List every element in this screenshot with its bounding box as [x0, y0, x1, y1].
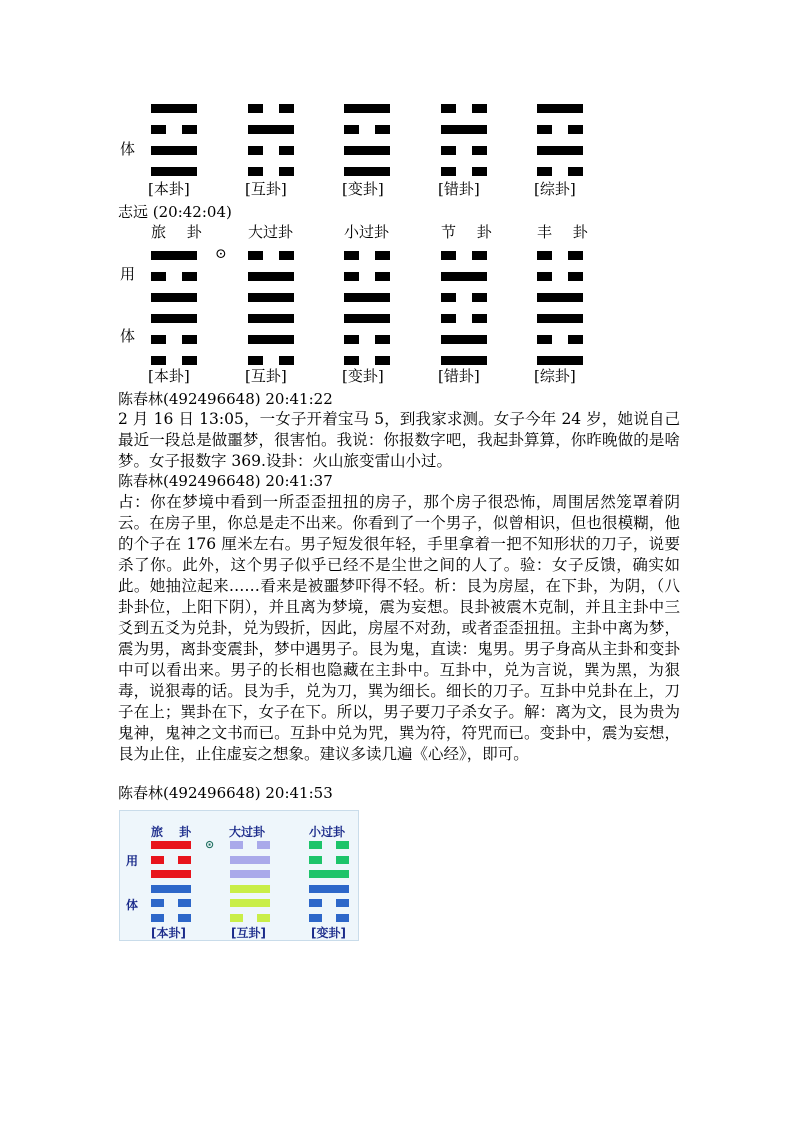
line-segment — [248, 293, 294, 302]
line-segment — [151, 841, 191, 849]
line-segment — [279, 167, 294, 176]
yin-line — [441, 167, 487, 176]
line-segment — [151, 146, 197, 155]
yin-line — [309, 899, 349, 907]
hexagram-name: 丰 卦 — [537, 223, 596, 241]
yin-line — [537, 251, 583, 260]
message-body — [118, 409, 680, 472]
yang-line — [151, 167, 197, 176]
line-segment — [151, 856, 164, 864]
line-segment — [568, 251, 583, 260]
line-segment — [309, 899, 322, 907]
line-segment — [248, 125, 294, 134]
row-label-ti: 体 — [120, 327, 136, 345]
line-segment — [151, 870, 191, 878]
line-segment — [375, 356, 390, 365]
hexagram-tag: [变卦] — [342, 367, 384, 385]
yin-line — [248, 167, 294, 176]
line-segment — [336, 856, 349, 864]
line-segment — [151, 167, 197, 176]
yin-line — [344, 125, 390, 134]
line-segment — [344, 146, 390, 155]
line-segment — [151, 251, 197, 260]
yin-line — [441, 104, 487, 113]
line-segment — [151, 104, 197, 113]
line-segment — [336, 841, 349, 849]
hexagram-tag: [本卦] — [151, 926, 186, 940]
line-segment — [441, 335, 487, 344]
yin-line — [441, 314, 487, 323]
hexagram-name: 小过卦 — [344, 223, 390, 241]
line-segment — [537, 104, 583, 113]
hexagram-tag: [本卦] — [148, 180, 190, 198]
hexagram-tag: [错卦] — [438, 367, 480, 385]
line-segment — [230, 885, 270, 893]
line-segment — [178, 914, 191, 922]
line-segment — [178, 856, 191, 864]
line-segment — [441, 125, 487, 134]
row-label-ti: 体 — [120, 140, 136, 158]
row-label-yong: 用 — [126, 854, 139, 868]
line-segment — [257, 914, 270, 922]
line-segment — [344, 104, 390, 113]
yin-line — [151, 914, 191, 922]
hexagram-tag: [变卦] — [342, 180, 384, 198]
yang-line — [151, 251, 197, 260]
yin-line — [151, 272, 197, 281]
line-segment — [568, 272, 583, 281]
yang-line — [248, 314, 294, 323]
yin-line — [344, 335, 390, 344]
line-segment — [151, 335, 166, 344]
line-segment — [537, 356, 583, 365]
message-header: 陈春林(492496648) 20:41:37 — [118, 472, 333, 490]
yin-line — [248, 104, 294, 113]
yang-line — [151, 885, 191, 893]
yang-line — [151, 146, 197, 155]
line-segment — [151, 914, 164, 922]
line-segment — [182, 356, 197, 365]
line-segment — [441, 167, 456, 176]
line-segment — [344, 272, 359, 281]
yang-line — [151, 104, 197, 113]
hexagram-panel-image — [119, 810, 359, 941]
line-segment — [151, 885, 191, 893]
yin-line — [441, 293, 487, 302]
line-segment — [344, 314, 390, 323]
hexagram-name: 小过卦 — [309, 825, 346, 839]
line-segment — [568, 125, 583, 134]
yin-line — [441, 251, 487, 260]
yang-line — [248, 272, 294, 281]
hexagram-tag: [变卦] — [311, 926, 346, 940]
yin-line — [441, 146, 487, 155]
row-label-ti: 体 — [126, 898, 139, 912]
yin-line — [151, 356, 197, 365]
yang-line — [230, 870, 270, 878]
yang-line — [441, 356, 487, 365]
yin-line — [344, 272, 390, 281]
yin-line — [248, 146, 294, 155]
yang-line — [151, 293, 197, 302]
hexagram-name: 旅 卦 — [151, 223, 210, 241]
yang-line — [537, 104, 583, 113]
line-segment — [182, 125, 197, 134]
yang-line — [151, 314, 197, 323]
line-segment — [309, 870, 349, 878]
yin-line — [309, 914, 349, 922]
line-segment — [336, 899, 349, 907]
line-segment — [344, 125, 359, 134]
yin-line — [248, 251, 294, 260]
yang-line — [309, 885, 349, 893]
line-segment — [537, 251, 552, 260]
yin-line — [537, 335, 583, 344]
line-segment — [537, 272, 552, 281]
line-segment — [472, 146, 487, 155]
yang-line — [151, 870, 191, 878]
line-segment — [441, 314, 456, 323]
hexagram-tag: [互卦] — [245, 367, 287, 385]
yang-line — [344, 314, 390, 323]
yin-line — [151, 125, 197, 134]
line-segment — [344, 167, 390, 176]
line-segment — [537, 314, 583, 323]
yang-line — [537, 314, 583, 323]
moving-line-marker-icon: ⊙ — [215, 246, 227, 262]
yang-line — [230, 899, 270, 907]
yang-line — [248, 293, 294, 302]
line-segment — [375, 272, 390, 281]
line-segment — [537, 146, 583, 155]
yang-line — [441, 272, 487, 281]
line-segment — [279, 146, 294, 155]
line-segment — [537, 125, 552, 134]
hexagram-tag: [互卦] — [245, 180, 287, 198]
yang-line — [309, 870, 349, 878]
yang-line — [230, 856, 270, 864]
line-segment — [344, 251, 359, 260]
line-segment — [537, 335, 552, 344]
line-segment — [230, 856, 270, 864]
yang-line — [537, 293, 583, 302]
yin-line — [248, 356, 294, 365]
yang-line — [248, 125, 294, 134]
line-segment — [472, 104, 487, 113]
yang-line — [344, 146, 390, 155]
row-label-yong: 用 — [120, 265, 136, 283]
line-segment — [151, 899, 164, 907]
yang-line — [344, 293, 390, 302]
line-segment — [568, 167, 583, 176]
line-segment — [178, 899, 191, 907]
line-segment — [248, 356, 263, 365]
line-segment — [472, 167, 487, 176]
hexagram-name: 节 卦 — [441, 223, 500, 241]
yin-line — [230, 841, 270, 849]
line-segment — [568, 335, 583, 344]
yang-line — [230, 885, 270, 893]
line-segment — [375, 251, 390, 260]
hexagram-tag: [互卦] — [231, 926, 266, 940]
line-segment — [279, 356, 294, 365]
line-segment — [279, 251, 294, 260]
line-segment — [230, 914, 243, 922]
line-segment — [230, 841, 243, 849]
yin-line — [537, 167, 583, 176]
line-segment — [248, 167, 263, 176]
line-segment — [441, 356, 487, 365]
line-segment — [441, 146, 456, 155]
line-segment — [472, 293, 487, 302]
line-segment — [182, 335, 197, 344]
line-segment — [248, 272, 294, 281]
line-segment — [375, 335, 390, 344]
line-segment — [344, 356, 359, 365]
yang-line — [537, 146, 583, 155]
line-segment — [344, 335, 359, 344]
yang-line — [441, 125, 487, 134]
message-header: 陈春林(492496648) 20:41:22 — [118, 390, 333, 408]
yin-line — [309, 841, 349, 849]
line-segment — [309, 914, 322, 922]
line-segment — [182, 272, 197, 281]
line-segment — [441, 272, 487, 281]
line-segment — [441, 293, 456, 302]
message-paragraph: 占：你在梦境中看到一所歪歪扭扭的房子，那个房子很恐怖，周围居然笼罩着阴云。在房子里，你总是走不出来。你看到了一个男子，似曾相识，但也很模糊，他的个子在 176 厘米左右。男子短发很年轻，手里拿着一把不知形状的刀子，说要杀了你。此外，这个男子似乎已经不是尘世之间的人了。验：女子反馈，确实如此。她抽泣起来……看来是被噩梦吓得不轻。析：艮为房屋，在下卦，为阴，（八卦卦位，上阳下阴），并且离为梦境，震为妄想。艮卦被震木克制，并且主卦中三爻到五爻为兑卦，兑为毁折，因此，房屋不对劲，或者歪歪扭扭。主卦中离为梦，震为男，离卦变震卦，梦中遇男子。艮为鬼，直读：鬼男。男子身高从主卦和变卦中可以看出来。男子的长相也隐藏在主卦中。互卦中，兑为言说，巽为黑，为狠毒，说狠毒的话。艮为手，兑为刀，巽为细长。细长的刀子。互卦中兑卦在上，刀子在上；巽卦在下，女子在下。所以，男子要刀子杀女子。解：离为文，艮为贵为鬼神，鬼神之文书而已。互卦中兑为咒，巽为符，符咒而已。变卦中，震为妄想，艮为止住，止住虚妄之想象。建议多读几遍《心经》，即可。 — [118, 493, 680, 763]
line-segment — [151, 272, 166, 281]
hexagram-tag: [错卦] — [438, 180, 480, 198]
hexagram-name: 大过卦 — [248, 223, 294, 241]
line-segment — [151, 356, 166, 365]
line-segment — [257, 841, 270, 849]
line-segment — [537, 293, 583, 302]
line-segment — [472, 251, 487, 260]
yin-line — [537, 272, 583, 281]
yin-line — [230, 914, 270, 922]
message-header: 陈春林(492496648) 20:41:53 — [118, 784, 333, 802]
hexagram-tag: [本卦] — [148, 367, 190, 385]
line-segment — [336, 914, 349, 922]
hexagram-tag: [综卦] — [534, 367, 576, 385]
yang-line — [537, 356, 583, 365]
message-body — [118, 492, 680, 765]
hexagram-name: 旅 卦 — [151, 825, 198, 839]
yang-line — [441, 335, 487, 344]
line-segment — [230, 899, 270, 907]
message-header: 志远 (20:42:04) — [118, 203, 232, 221]
line-segment — [151, 314, 197, 323]
yang-line — [344, 104, 390, 113]
yin-line — [344, 356, 390, 365]
yin-line — [344, 251, 390, 260]
line-segment — [441, 251, 456, 260]
message-paragraph: 2 月 16 日 13:05，一女子开着宝马 5，到我家求测。女子今年 24 岁，她说自己最近一段总是做噩梦，很害怕。我说：你报数字吧，我起卦算算，你昨晚做的是啥梦。女子报数字 369.设卦：火山旅变雷山小过。 — [118, 410, 680, 470]
yang-line — [151, 841, 191, 849]
yang-line — [248, 335, 294, 344]
yin-line — [151, 899, 191, 907]
line-segment — [309, 841, 322, 849]
line-segment — [151, 293, 197, 302]
line-segment — [309, 856, 322, 864]
yin-line — [151, 856, 191, 864]
line-segment — [344, 293, 390, 302]
yin-line — [537, 125, 583, 134]
line-segment — [248, 335, 294, 344]
line-segment — [248, 146, 263, 155]
line-segment — [309, 885, 349, 893]
line-segment — [248, 314, 294, 323]
yin-line — [309, 856, 349, 864]
hexagram-tag: [综卦] — [534, 180, 576, 198]
line-segment — [248, 251, 263, 260]
line-segment — [441, 104, 456, 113]
line-segment — [472, 314, 487, 323]
yin-line — [151, 335, 197, 344]
line-segment — [230, 870, 270, 878]
yang-line — [344, 167, 390, 176]
line-segment — [537, 167, 552, 176]
moving-line-marker-icon: ⊙ — [205, 838, 215, 851]
hexagram-name: 大过卦 — [229, 825, 266, 839]
line-segment — [375, 125, 390, 134]
line-segment — [151, 125, 166, 134]
line-segment — [248, 104, 263, 113]
line-segment — [279, 104, 294, 113]
